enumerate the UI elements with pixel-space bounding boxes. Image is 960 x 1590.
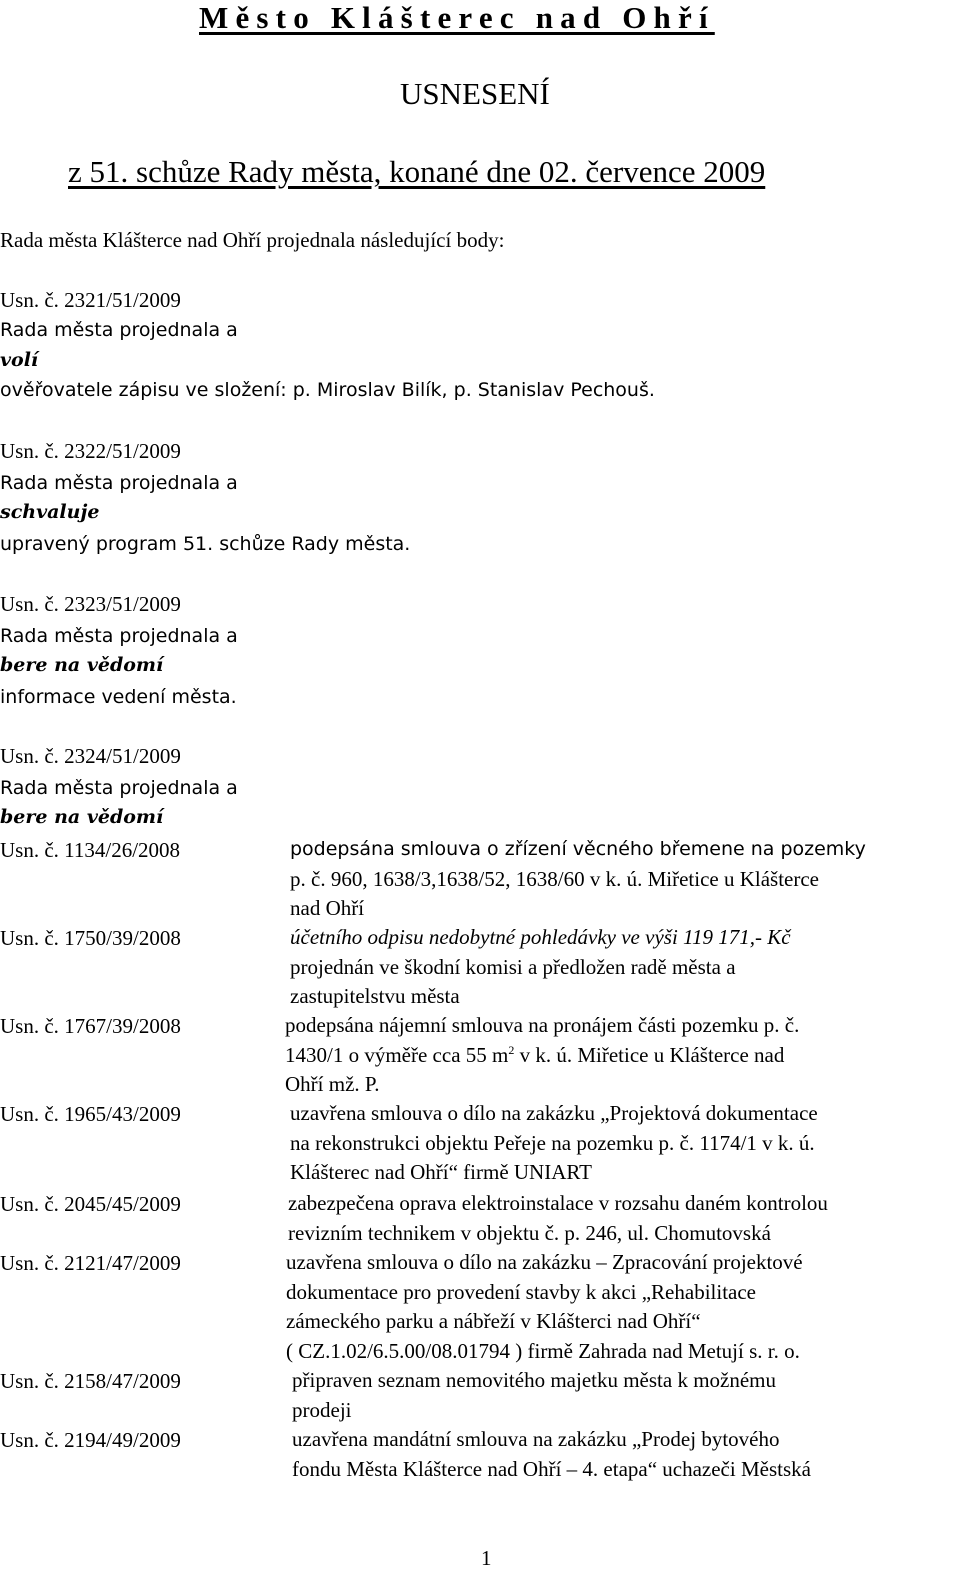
item-line: podepsána nájemní smlouva na pronájem části pozemku p. č. [285, 1013, 800, 1037]
item-line: podepsána smlouva o zřízení věcného břemene na pozemky [290, 838, 866, 860]
item-line: na rekonstrukci objektu Peřeje na pozemku p. č. 1174/1 v k. ú. [290, 1130, 815, 1155]
item-reference: Usn. č. 1134/26/2008 [0, 838, 181, 862]
resolution-text: ověřovatele zápisu ve složení: p. Miroslav Bilík, p. Stanislav Pechouš. [0, 379, 655, 401]
resolution-verb: volí [0, 349, 39, 371]
item-reference: Usn. č. 2045/45/2009 [0, 1192, 181, 1216]
item-line: zabezpečena oprava elektroinstalace v rozsahu daném kontrolou [288, 1191, 828, 1215]
resolution-number: Usn. č. 2322/51/2009 [0, 439, 181, 463]
item-description [292, 1366, 776, 1425]
town-title: Město Klášterec nad Ohří [199, 0, 715, 35]
item-reference: Usn. č. 2194/49/2009 [0, 1428, 181, 1452]
item-reference: Usn. č. 1965/43/2009 [0, 1102, 181, 1126]
item-description [288, 1189, 828, 1248]
item-line: uzavřena mandátní smlouva na zakázku „Prodej bytového [292, 1427, 780, 1451]
item-line: nad Ohří [290, 896, 365, 920]
item-line-part: v k. ú. Miřetice u Klášterce nad [514, 1042, 785, 1067]
intro-text: Rada města Klášterce nad Ohří projednala následující body: [0, 228, 505, 252]
item-line: fondu Města Klášterce nad Ohří – 4. etapa“ uchazeči Městská [292, 1456, 811, 1481]
resolution-text: upravený program 51. schůze Rady města. [0, 533, 411, 555]
item-reference: Usn. č. 2121/47/2009 [0, 1251, 181, 1275]
item-description [290, 1099, 818, 1188]
item-line: projednán ve škodní komisi a předložen radě města a [290, 954, 736, 979]
item-line: dokumentace pro provedení stavby k akci „Rehabilitace [286, 1279, 756, 1304]
item-line: zastupitelstvu města [290, 984, 460, 1008]
resolution-text: informace vedení města. [0, 686, 237, 708]
item-line: účetního odpisu nedobytné pohledávky ve výši 119 171,- Kč [290, 925, 791, 949]
resolution-verb: schvaluje [0, 501, 100, 523]
resolution-number: Usn. č. 2323/51/2009 [0, 592, 181, 616]
resolution-intro: Rada města projednala a [0, 625, 238, 647]
item-line: Klášterec nad Ohří“ firmě UNIART [290, 1160, 592, 1184]
item-line: uzavřena smlouva o dílo na zakázku – Zpracování projektové [286, 1250, 803, 1274]
resolution-verb: bere na vědomí [0, 654, 164, 676]
item-line: revizním technikem v objektu č. p. 246, ul. Chomutovská [288, 1220, 771, 1245]
item-reference: Usn. č. 1767/39/2008 [0, 1014, 181, 1038]
resolution-number: Usn. č. 2321/51/2009 [0, 288, 181, 312]
item-line: uzavřena smlouva o dílo na zakázku „Projektová dokumentace [290, 1101, 818, 1125]
item-reference: Usn. č. 1750/39/2008 [0, 926, 181, 950]
superscript: 2 [508, 1042, 515, 1057]
item-line: připraven seznam nemovitého majetku města k možnému [292, 1368, 777, 1392]
resolution-number: Usn. č. 2324/51/2009 [0, 744, 181, 768]
resolution-verb: bere na vědomí [0, 806, 164, 828]
item-line: prodeji [292, 1397, 352, 1422]
resolution-intro: Rada města projednala a [0, 319, 238, 341]
item-description [292, 1425, 811, 1484]
item-reference: Usn. č. 2158/47/2009 [0, 1369, 181, 1393]
page-number: 1 [481, 1546, 492, 1570]
resolution-intro: Rada města projednala a [0, 472, 238, 494]
item-description [290, 835, 866, 924]
item-line [285, 1041, 799, 1071]
item-description [286, 1248, 803, 1366]
item-line: zámeckého parku a nábřeží v Klášterci nad Ohří“ [286, 1309, 701, 1333]
resolution-intro: Rada města projednala a [0, 777, 238, 799]
document-title: USNESENÍ [400, 76, 550, 111]
item-line: ( CZ.1.02/6.5.00/08.01794 ) firmě Zahrada nad Metují s. r. o. [286, 1338, 800, 1363]
item-description [285, 1011, 799, 1100]
item-line: p. č. 960, 1638/3,1638/52, 1638/60 v k. ú. Miřetice u Klášterce [290, 866, 819, 891]
meeting-subtitle: z 51. schůze Rady města, konané dne 02. července 2009 [68, 154, 766, 189]
item-line-part: 1430/1 o výměře cca 55 m [285, 1042, 509, 1067]
item-line: Ohří mž. P. [285, 1072, 380, 1096]
item-description [290, 923, 791, 1012]
